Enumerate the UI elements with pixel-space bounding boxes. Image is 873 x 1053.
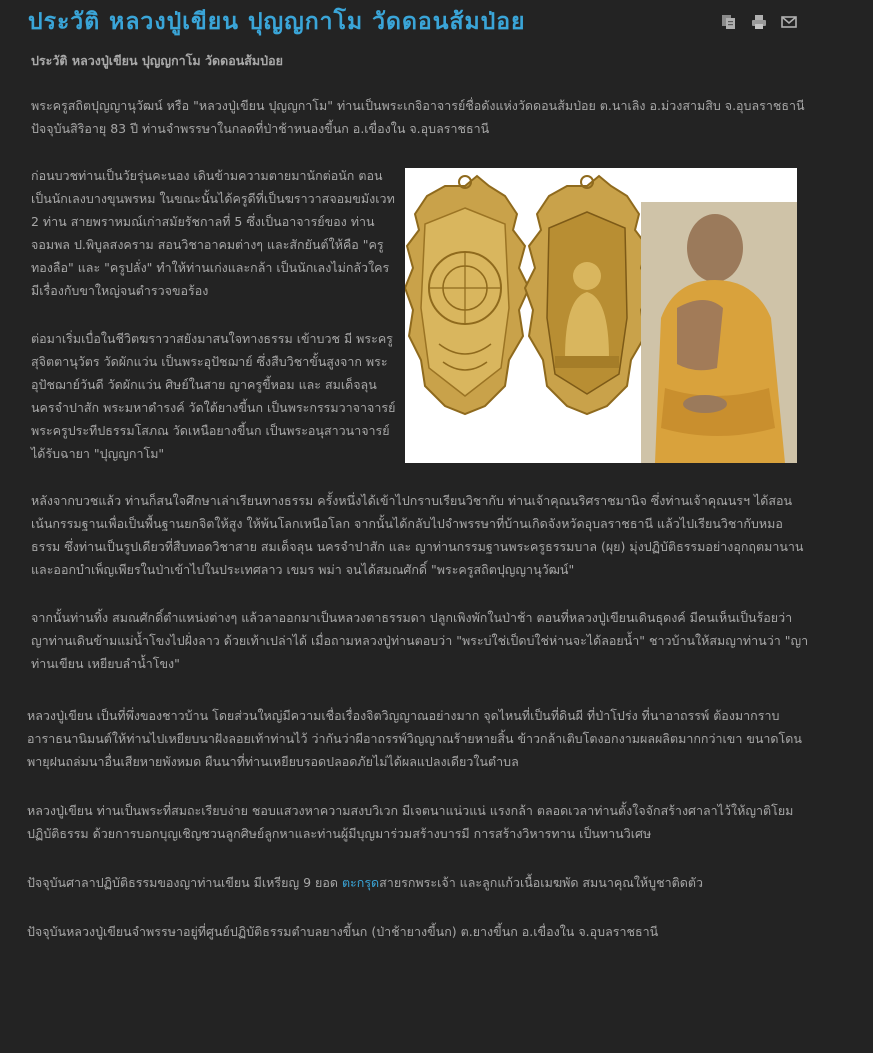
paragraph-villagers: หลวงปู่เขียน เป็นที่พึ่งของชาวบ้าน โดยส่วนใหญ่มีความเชื่อเรื่องจิตวิญญาณอย่างมาก จุดไหนที่เป็นที่ดินผี ที่ป่าโปร่ง ที่นาอาถรรพ์ ต้องมากราบอาราธนานิมนต์ให้ท่านไปเหยียบนาฝังลอยเท้าท่านไว้ ว่ากันว่าผีอาถรรพ์วิญญาณร้ายหายสิ้น ข้าวกล้าเติบโตงอกงามผลผลิตมากกว่าเขา ขนาดโดนพายุฝนถล่มนาอื่นเสียหายพังหมด ผืนนาที่ท่านเหยียบรอดปลอดภัยไม่ได้ผลแปลงเดียวในตำบล <box>27 708 802 769</box>
article-image <box>405 168 797 463</box>
paragraph-intro: พระครูสถิตปุญญานุวัฒน์ หรือ "หลวงปู่เขียน ปุญญกาโม" ท่านเป็นพระเกจิอาจารย์ชื่อดังแห่งวัดดอนส้มป่อย ต.นาเลิง อ.ม่วงสามสิบ จ.อุบลราชธานี ปัจจุบันสิริอายุ 83 ปี ท่านจำพรรษาในกลดที่ป่าช้าหนองขี้นก อ.เขื่องใน จ.อุบลราชธานี <box>31 98 805 136</box>
article-tools <box>721 15 797 29</box>
article-header <box>28 6 808 40</box>
takrut-link[interactable]: ตะกรุด <box>341 875 380 890</box>
article-title[interactable]: ประวัติ หลวงปู่เขียน ปุญญกาโม วัดดอนส้มป่อย <box>28 9 526 35</box>
amulet-and-monk-photo <box>405 168 797 463</box>
paragraph-amulets <box>27 871 813 894</box>
email-icon[interactable] <box>781 15 797 29</box>
article-subtitle: ประวัติ หลวงปู่เขียน ปุญญกาโม วัดดอนส้มป่อย <box>31 53 283 68</box>
print-icon[interactable] <box>751 15 767 29</box>
paragraph-mekong: จากนั้นท่านทิ้ง สมณศักดิ์ตำแหน่งต่างๆ แล้วลาออกมาเป็นหลวงตาธรรมดา ปลูกเพิงพักในป่าช้า ตอนที่หลวงปู่เขียนเดินธุดงค์ มีคนเห็นเป็นร้อยว่า ญาท่านเดินข้ามแม่น้ำโขงไปฝั่งลาว ด้วยเท้าเปล่าได้ เมื่อถามหลวงปู่ท่านตอบว่า "พระบ่ใช่เป็ดบ่ใช่ห่านจะได้ลอยน้ำ" ชาวบ้านให้สมญาท่านว่า "ญาท่านเขียน เหยียบลำน้ำโขง" <box>31 610 809 671</box>
paragraph-before-ordination: ก่อนบวชท่านเป็นวัยรุ่นคะนอง เดินข้ามความตายมานักต่อนัก ตอนเป็นนักเลงบางขุนพรหม ในขณะนั้นได้ครูดีที่เป็นฆราวาสจอมขมังเวท 2 ท่าน สายพราหมณ์เก่าสมัยรัชกาลที่ 5 ซึ่งเป็นอาจารย์ของ ท่านจอมพล ป.พิบูลสงคราม สอนวิชาอาคมต่างๆ และสักยันต์ให้คือ "ครูทองลือ" และ "ครูปลั่ง" ทำให้ท่านเก่งและกล้า เป็นนักเลงไม่กลัวใคร มีเรื่องกับขาใหญ่จนตำรวจขอร้อง <box>31 168 395 298</box>
paragraph-amulets-start: ปัจจุบันศาลาปฏิบัติธรรมของญาท่านเขียน มีเหรียญ 9 ยอด <box>27 875 342 890</box>
paragraph-amulets-end: สายรกพระเจ้า และลูกแก้วเนื้อเมฆพัด สมนาคุณให้บูชาติดตัว <box>379 875 703 890</box>
paragraph-ordination: ต่อมาเริ่มเบื่อในชีวิตฆราวาสยังมาสนใจทางธรรม เข้าบวช มี พระครูสุจิตตานุวัตร วัดผักแว่น เป็นพระอุปัชฌาย์ ซึ่งสืบวิชาขั้นสูงจาก พระอุปัชฌาย์วันดี วัดผักแว่น ศิษย์ในสาย ญาครูขี้หอม และ สมเด็จลุน นครจำปาสัก พระมหาดำรงค์ วัดใต้ยางขี้นก เป็นพระกรรมวาจาจารย์ พระครูประทีปธรรมโสภณ วัดเหนือยางขี้นก เป็นพระอนุสาวนาจารย์ ได้รับฉายา "ปุญญกาโม" <box>31 331 396 461</box>
paragraph-current-location: ปัจจุบันหลวงปู่เขียนจำพรรษาอยู่ที่ศูนย์ปฏิบัติธรรมตำบลยางขี้นก (ป่าช้ายางขี้นก) ต.ยางขี้นก อ.เขื่องใน จ.อุบลราชธานี <box>27 924 659 939</box>
pdf-icon[interactable] <box>721 15 737 29</box>
paragraph-hall: หลวงปู่เขียน ท่านเป็นพระที่สมถะเรียบง่าย ชอบแสวงหาความสงบวิเวก มีเจตนาแน่วแน่ แรงกล้า ตลอดเวลาท่านตั้งใจจักสร้างศาลาไว้ให้ญาติโยมปฏิบัติธรรม ด้วยการบอกบุญเชิญชวนลูกศิษย์ลูกหาและท่านผู้มีบุญมาร่วมสร้างบารมี การสร้างวิหารทาน เป็นทานวิเศษ <box>27 803 794 841</box>
monk-photo <box>641 202 797 463</box>
paragraph-study: หลังจากบวชแล้ว ท่านก็สนใจศึกษาเล่าเรียนทางธรรม ครั้งหนึ่งได้เข้าไปกราบเรียนวิชากับ ท่านเจ้าคุณนริศราชมานิจ ซึ่งท่านเจ้าคุณนรฯ ได้สอนเน้นกรรมฐานเพื่อเป็นพื้นฐานยกจิตให้สูง ให้พ้นโลกเหนือโลก จากนั้นได้กลับไปจำพรรษาที่บ้านเกิดจังหวัดอุบลราชธานี แล้วไปเรียนวิชากับหมอธรรม ซึ่งท่านเป็นรูปเดียวที่สืบทอดวิชาสาย สมเด็จลุน นครจำปาสัก และ ญาท่านกรรมฐานพระครูธรรมบาล (ผุย) มุ่งปฏิบัติธรรมอย่างอุกฤตมานานและออกบำเพ็ญเพียรในป่าเข้าไปในประเทศลาว เขมร พม่า จนได้สมณศักดิ์ "พระครูสถิตปุญญานุวัฒน์" <box>31 493 804 577</box>
